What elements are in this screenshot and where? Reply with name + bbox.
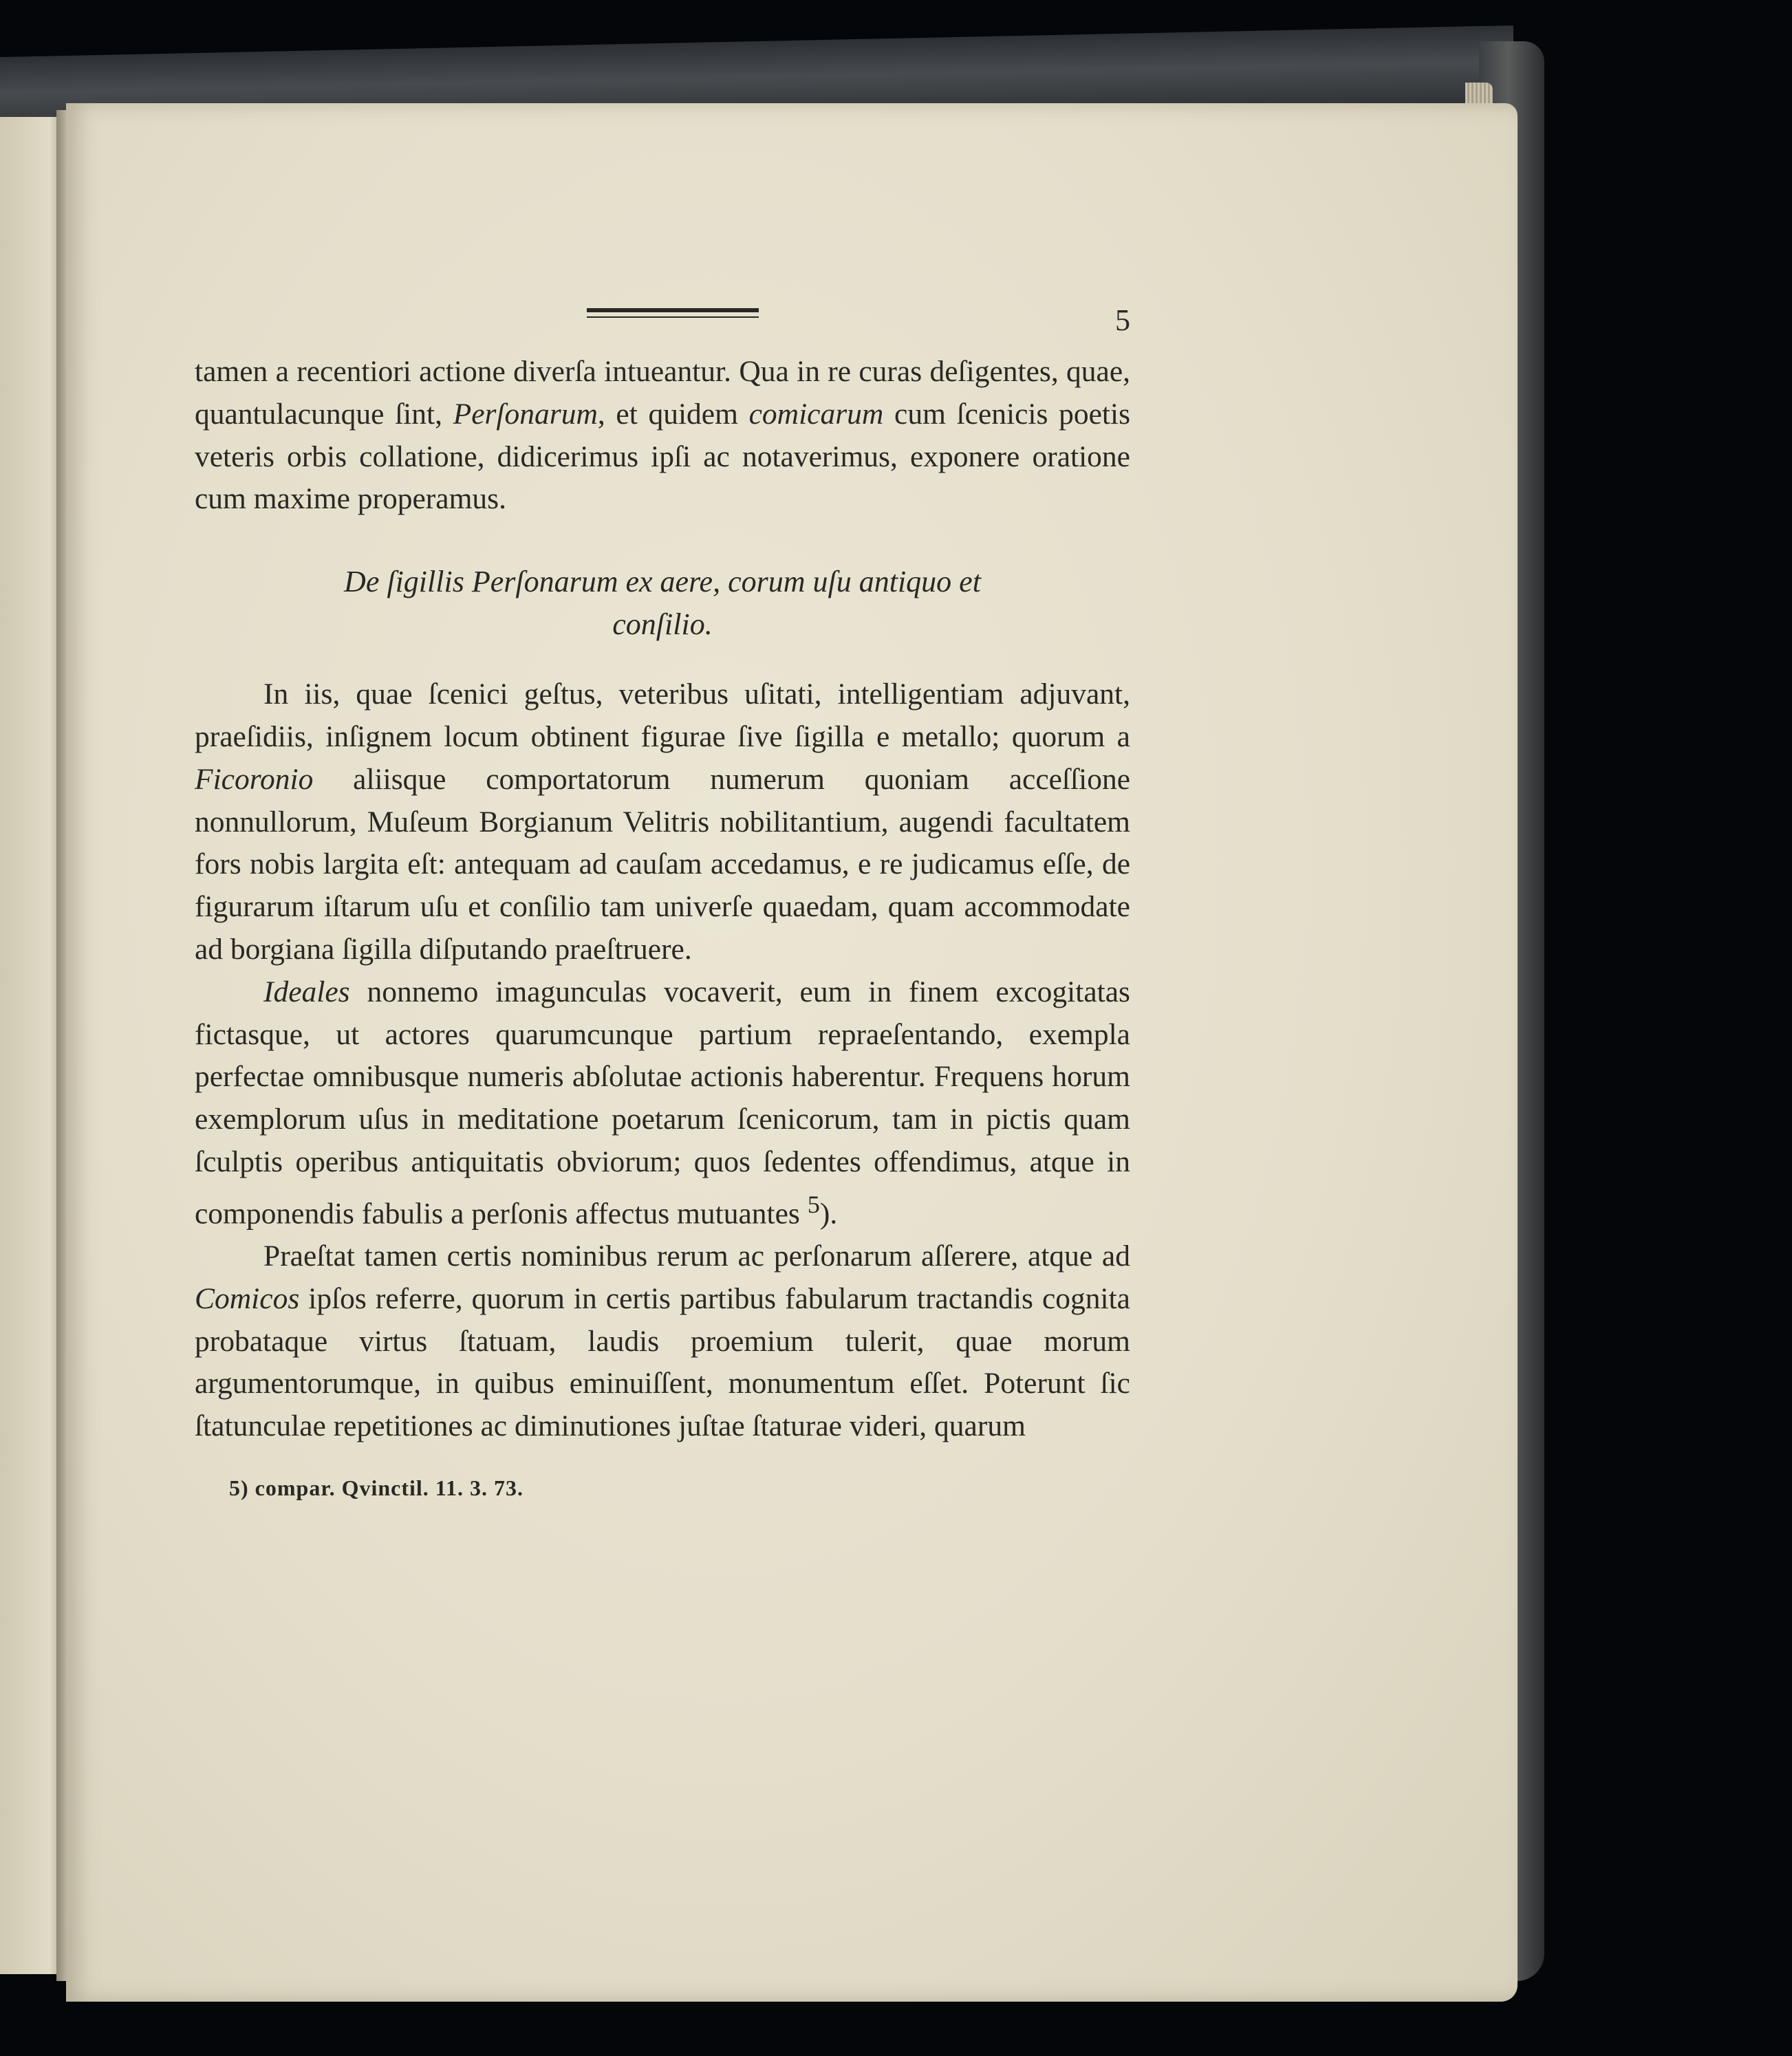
text-run: cum ſcenicis poetis veteris orbis collatione, didicerimus ipſi ac notaverimus, exponere oratione cum maxime properamus. [195,397,1130,516]
left-page-edge [0,117,62,1974]
text-run: ). [819,1197,838,1231]
paragraph-1 [195,351,1130,521]
page-number: 5 [1115,303,1130,337]
page-header [195,303,1130,351]
header-rule [587,308,759,318]
paragraph-3 [195,971,1130,1235]
italic-run: Ficoronio [195,762,314,796]
text-run: In iis, quae ſcenici geſtus, veteribus uſitati, intelligentiam adjuvant, praeſidiis, inſignem locum obtinent figurae ſive ſigilla e metallo; quorum a [195,678,1130,753]
italic-run: Comicos [195,1281,300,1315]
heading-line-1: De ſigillis Perſonarum ex aere, corum uſu antiquo et [344,565,981,599]
heading-line-2: conſilio. [612,607,713,642]
paragraph-4 [195,1235,1130,1448]
italic-run: comicarum [748,397,884,431]
page-text-block [195,303,1130,1501]
text-run: ipſos referre, quorum in certis partibus fabularum tractandis cognita probataque virtus ſtatuam, laudis proemium tulerit, quae morum argumentorumque, in quibus eminuiſſent, monumentum eſſet. Poterunt ſic ſtatunculae repetitiones ac diminutiones juſtae ſtaturae videri, quarum [195,1281,1130,1443]
text-run: Praeſtat tamen certis nominibus rerum ac perſonarum aſſerere, atque ad [263,1240,1130,1273]
text-run: tamen a recentiori actione diverſa intueantur. Qua in re curas deſigentes, quae, quantulacunque ſint, [195,355,1130,431]
paragraph-2 [195,673,1130,971]
italic-run: Perſonarum [453,397,598,431]
text-run: , et quidem [597,397,749,431]
italic-run: Ideales [263,975,350,1008]
text-run: nonnemo imagunculas vocaverit, eum in finem excogitatas fictasque, ut actores quarumcunque partium repraeſentando, exempla perfectae omnibusque numeris abſolutae actionis haberentur. Frequens horum exemplorum uſus in meditatione poetarum ſcenicorum, tam in pictis quam ſculptis operibus antiquitatis obviorum; quos ſedentes offendimus, atque in componendis fabulis a perſonis affectus mutuantes [195,975,1130,1231]
section-heading [222,561,1103,646]
text-run: aliisque comportatorum numerum quoniam acceſſione nonnullorum, Muſeum Borgianum Velitris nobilitantium, augendi facultatem fors nobis largita eſt: antequam ad cauſam accedamus, e re judicamus eſſe, de figurarum iſtarum uſu et conſilio tam univerſe quaedam, quam accommodate ad borgiana ſigilla diſputando praeſtruere. [195,762,1130,966]
footnote-ref: 5 [807,1190,820,1218]
footnote: 5) compar. Qvinctil. 11. 3. 73. [229,1475,524,1501]
